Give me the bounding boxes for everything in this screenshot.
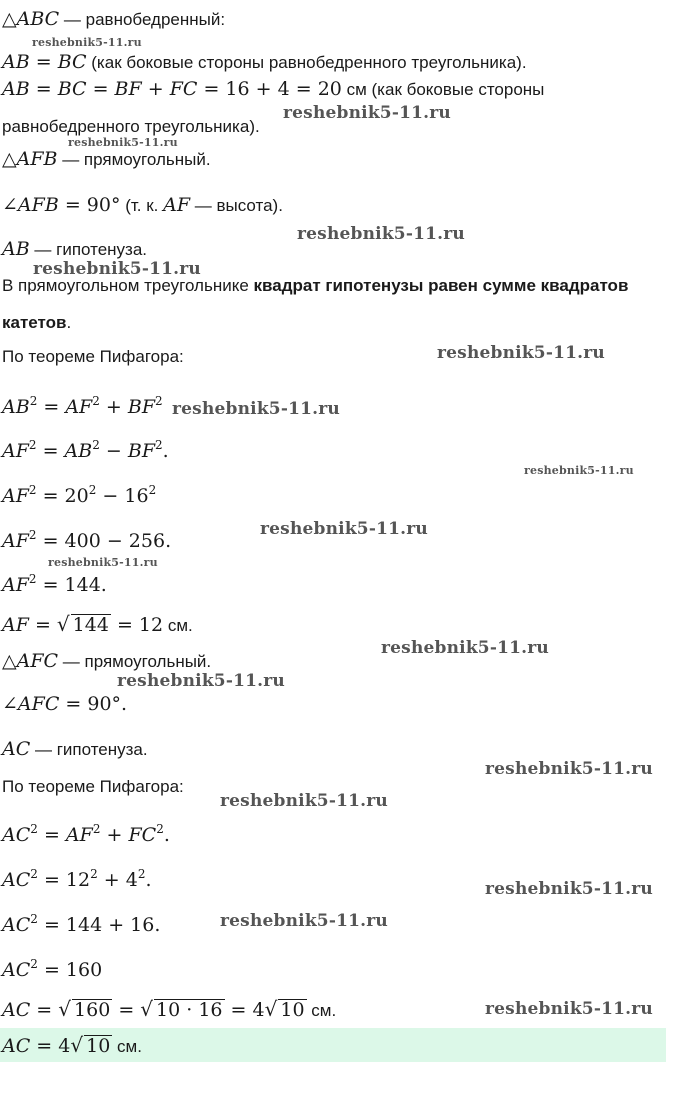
watermark: reshebnik5-11.ru — [172, 399, 340, 419]
watermark: reshebnik5-11.ru — [485, 879, 653, 899]
eq-ac-squared-160: $AC^2 = 160$ — [2, 957, 103, 981]
eq-ac-sqrt: AC = √ 160 = √ 10 · 16 = 4√ 10 см. — [2, 997, 337, 1021]
line-afb-right: △AFB — прямоугольный. — [2, 148, 211, 170]
eq-af-result: AF = √ 144 = 12 см. — [2, 612, 193, 636]
watermark: reshebnik5-11.ru — [485, 759, 653, 779]
line-by-pythagoras: По теореме Пифагора: — [2, 347, 184, 366]
eq-af-squared-400: $AF^2 = 400 - 256$. — [2, 528, 172, 552]
eq-af-squared-144: $AF^2 = 144$. — [2, 572, 107, 596]
line-by-pythagoras-2: По теореме Пифагора: — [2, 777, 184, 796]
watermark: reshebnik5-11.ru — [48, 556, 158, 569]
line-theorem-end: катетов. — [2, 313, 72, 332]
eq-ac-squared: $AC^2 = AF^2 + FC^2$. — [2, 822, 170, 846]
line-ab-length: AB = BC = BF + FC = 16 + 4 = 20 см (как боковые стороны — [2, 78, 545, 100]
line-angle-afc: ∠AFC = 90°. — [2, 693, 128, 715]
watermark: reshebnik5-11.ru — [260, 519, 428, 539]
eq-af-squared-numbers: $AF^2 = 20^2 - 16^2$ — [2, 483, 157, 507]
watermark: reshebnik5-11.ru — [485, 999, 653, 1019]
answer-line: AC = 4√ 10 см. — [2, 1033, 142, 1057]
watermark: reshebnik5-11.ru — [68, 136, 178, 149]
watermark: reshebnik5-11.ru — [381, 638, 549, 658]
watermark: reshebnik5-11.ru — [283, 103, 451, 123]
watermark: reshebnik5-11.ru — [33, 259, 201, 279]
watermark: reshebnik5-11.ru — [437, 343, 605, 363]
line-angle-afb: ∠AFB = 90° (т. к. AF — высота). — [2, 194, 283, 216]
eq-ac-squared-sum: $AC^2 = 144 + 16$. — [2, 912, 161, 936]
line-continuation: равнобедренного треугольника). — [2, 117, 260, 136]
eq-ac-squared-numbers: $AC^2 = 12^2 + 4^2$. — [2, 867, 152, 891]
watermark: reshebnik5-11.ru — [117, 671, 285, 691]
eq-ab-squared: $AB^2 = AF^2 + BF^2$ — [2, 394, 163, 418]
line-abc-isosceles: △ABC — равнобедренный: — [2, 8, 226, 30]
line-ac-hypotenuse: AC — гипотенуза. — [2, 738, 148, 760]
line-theorem-statement: В прямоугольном треугольнике квадрат гипотенузы равен сумме квадратов — [2, 276, 629, 295]
watermark: reshebnik5-11.ru — [220, 911, 388, 931]
watermark: reshebnik5-11.ru — [297, 224, 465, 244]
watermark: reshebnik5-11.ru — [220, 791, 388, 811]
watermark: reshebnik5-11.ru — [32, 36, 142, 49]
line-ab-hypotenuse: AB — гипотенуза. — [2, 238, 148, 260]
watermark: reshebnik5-11.ru — [524, 464, 634, 477]
line-ab-equals-bc: AB = BC (как боковые стороны равнобедренного треугольника). — [2, 51, 527, 73]
line-afc-right: △AFC — прямоугольный. — [2, 650, 212, 672]
eq-af-squared-diff: $AF^2 = AB^2 - BF^2$. — [2, 438, 169, 462]
